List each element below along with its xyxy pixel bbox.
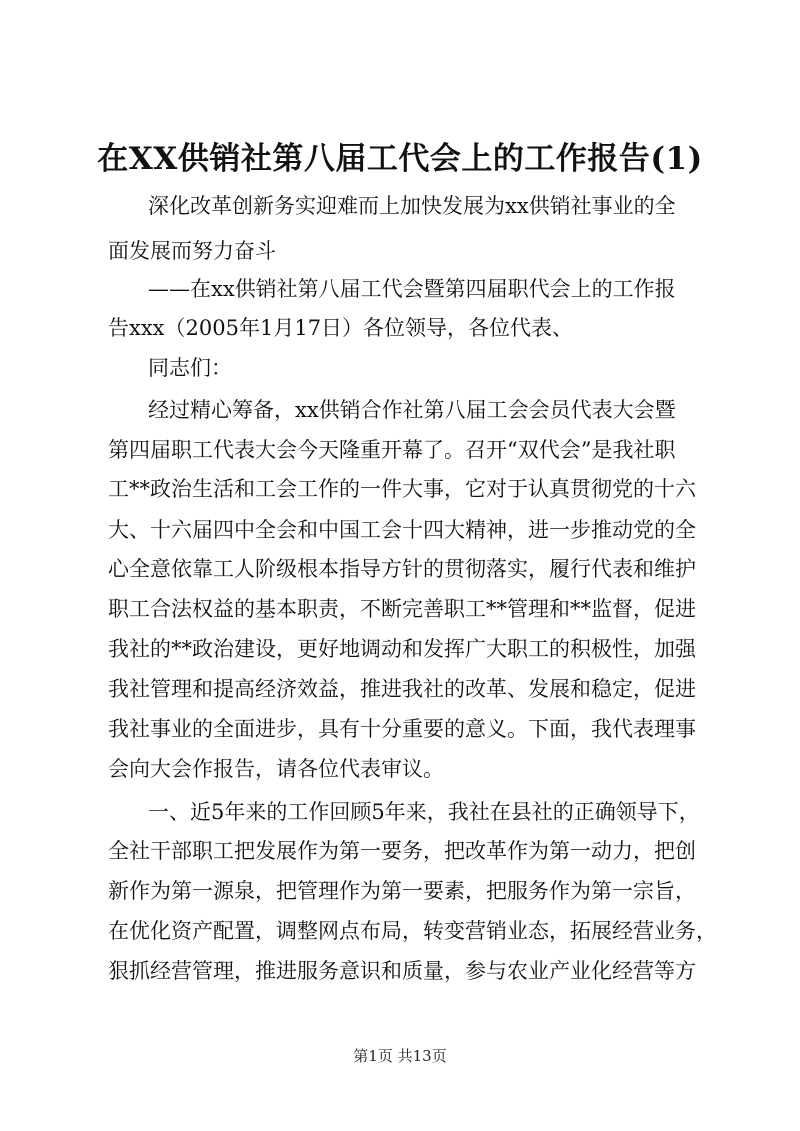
body-line: 心全意依靠工人阶级根本指导方针的贯彻落实，履行代表和维护	[108, 557, 696, 581]
body-line: 我社的**政治建设，更好地调动和发挥广大职工的积极性，加强	[108, 637, 696, 661]
body-line: 我社管理和提高经济效益，推进我社的改革、发展和稳定，促进	[108, 677, 696, 701]
body-line: 经过精心筹备，xx供销合作社第八届工会会员代表大会暨	[148, 398, 676, 422]
body-line: 面发展而努力奋斗	[108, 239, 276, 263]
page-number: 第1页 共13页	[353, 1047, 447, 1065]
body-line: 狠抓经营管理，推进服务意识和质量，参与农业产业化经营等方	[108, 959, 696, 983]
body-line: 大、十六届四中全会和中国工会十四大精神，进一步推动党的全	[108, 518, 696, 542]
body-line: 职工合法权益的基本职责，不断完善职工**管理和**监督，促进	[108, 597, 696, 621]
body-line: ——在xx供销社第八届工代会暨第四届职代会上的工作报	[148, 277, 676, 301]
body-line: 第四届职工代表大会今天隆重开幕了。召开“双代会”是我社职	[108, 438, 676, 462]
body-line: 告xxx（2005年1月17日）各位领导，各位代表、	[108, 316, 574, 340]
body-line: 在优化资产配置，调整网点布局，转变营销业态，拓展经营业务，	[108, 919, 717, 943]
body-line: 会向大会作报告，请各位代表审议。	[108, 757, 444, 781]
body-line: 深化改革创新务实迎难而上加快发展为xx供销社事业的全	[148, 194, 676, 218]
body-line: 我社事业的全面进步，具有十分重要的意义。下面，我代表理事	[108, 717, 696, 741]
body-line: 一、近5年来的工作回顾5年来，我社在县社的正确领导下，	[148, 800, 700, 824]
body-line: 全社干部职工把发展作为第一要务，把改革作为第一动力，把创	[108, 839, 696, 863]
body-line: 新作为第一源泉，把管理作为第一要素，把服务作为第一宗旨，	[108, 879, 696, 903]
body-line: 工**政治生活和工会工作的一件大事，它对于认真贯彻党的十六	[108, 477, 696, 501]
document-title: 在XX供销社第八届工代会上的工作报告(1)	[97, 141, 703, 177]
body-line: 同志们：	[148, 356, 232, 380]
